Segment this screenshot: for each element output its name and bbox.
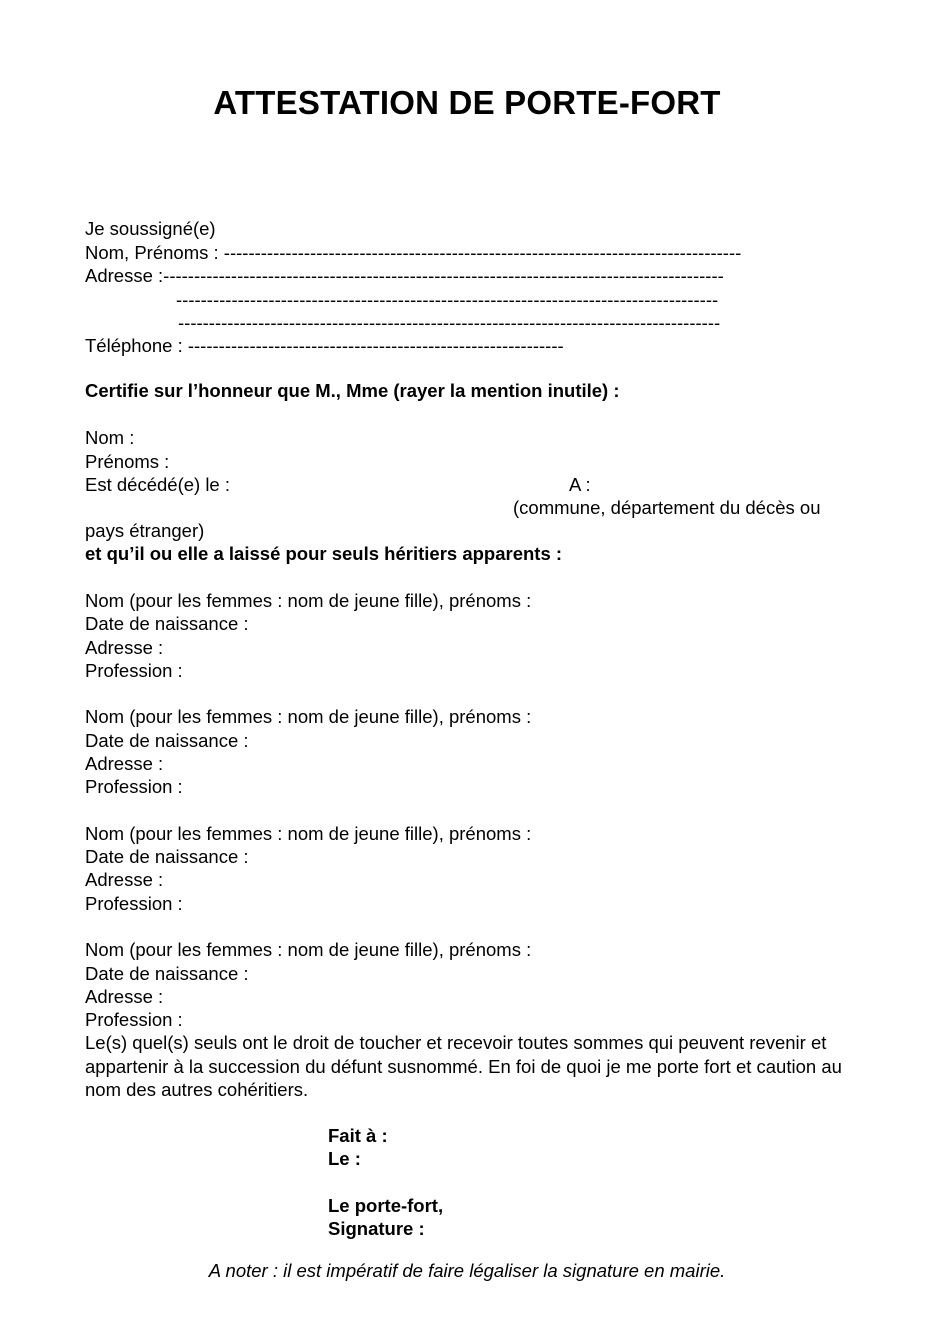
deceased-firstnames-label: Prénoms : [85, 451, 170, 472]
heir-3-name-label: Nom (pour les femmes : nom de jeune fille), prénoms : [85, 823, 532, 844]
declarant-phone-dashes: ------------------------------------------------------------- [187, 335, 564, 356]
heir-3-address-label: Adresse : [85, 869, 164, 890]
heir-4-birth-label: Date de naissance : [85, 963, 249, 984]
heir-1-address-label: Adresse : [85, 637, 164, 658]
heir-4-name-label: Nom (pour les femmes : nom de jeune fille), prénoms : [85, 939, 532, 960]
declarant-address-dashes-1: ------------------------------------------------------------------------------------------- [163, 265, 724, 286]
date-label: Le : [328, 1148, 361, 1169]
declarant-name-label: Nom, Prénoms : [85, 242, 224, 263]
declarant-phone-label: Téléphone : [85, 335, 188, 356]
made-at-label: Fait à : [328, 1125, 388, 1146]
heir-3-profession-label: Profession : [85, 893, 183, 914]
document-title: ATTESTATION DE PORTE-FORT [213, 84, 721, 121]
heir-4-profession-label: Profession : [85, 1009, 183, 1030]
deceased-place-label: A : [569, 474, 591, 495]
porte-fort-label: Le porte-fort, [328, 1195, 444, 1216]
declarant-address-dashes-2: ---------------------------------------------------------------------------------------- [176, 289, 719, 310]
heir-2-birth-label: Date de naissance : [85, 730, 249, 751]
declarant-intro: Je soussigné(e) [85, 218, 216, 239]
legalisation-note: A noter : il est impératif de faire légaliser la signature en mairie. [208, 1259, 726, 1281]
heir-3-birth-label: Date de naissance : [85, 846, 249, 867]
heir-1-name-label: Nom (pour les femmes : nom de jeune fille), prénoms : [85, 590, 532, 611]
closing-paragraph: Le(s) quel(s) seuls ont le droit de toucher et recevoir toutes sommes qui peuvent revenir et appartenir à la succession du défunt susnommé. En foi de quoi je me porte fort et caution au nom des autres cohéritiers. [85, 1032, 842, 1100]
declarant-address-line [85, 264, 724, 287]
heirs-intro: et qu’il ou elle a laissé pour seuls héritiers apparents : [85, 543, 563, 564]
heir-2-profession-label: Profession : [85, 776, 183, 797]
certify-line: Certifie sur l’honneur que M., Mme (rayer la mention inutile) : [85, 380, 620, 401]
deceased-name-label: Nom : [85, 427, 135, 448]
heir-1-profession-label: Profession : [85, 660, 183, 681]
deceased-place-hint-cont: pays étranger) [85, 520, 205, 541]
declarant-name-line [85, 241, 741, 264]
declarant-address-dashes-3: ---------------------------------------------------------------------------------------- [178, 312, 721, 333]
deceased-date-label: Est décédé(e) le : [85, 474, 230, 495]
heir-2-address-label: Adresse : [85, 753, 164, 774]
heir-2-name-label: Nom (pour les femmes : nom de jeune fille), prénoms : [85, 706, 532, 727]
declarant-address-label: Adresse : [85, 265, 164, 286]
declarant-name-dashes: ------------------------------------------------------------------------------------ [223, 242, 742, 263]
heir-4-address-label: Adresse : [85, 986, 164, 1007]
heir-1-birth-label: Date de naissance : [85, 613, 249, 634]
signature-label: Signature : [328, 1218, 425, 1239]
declarant-phone-line [85, 334, 564, 357]
deceased-place-hint: (commune, département du décès ou [513, 497, 821, 518]
